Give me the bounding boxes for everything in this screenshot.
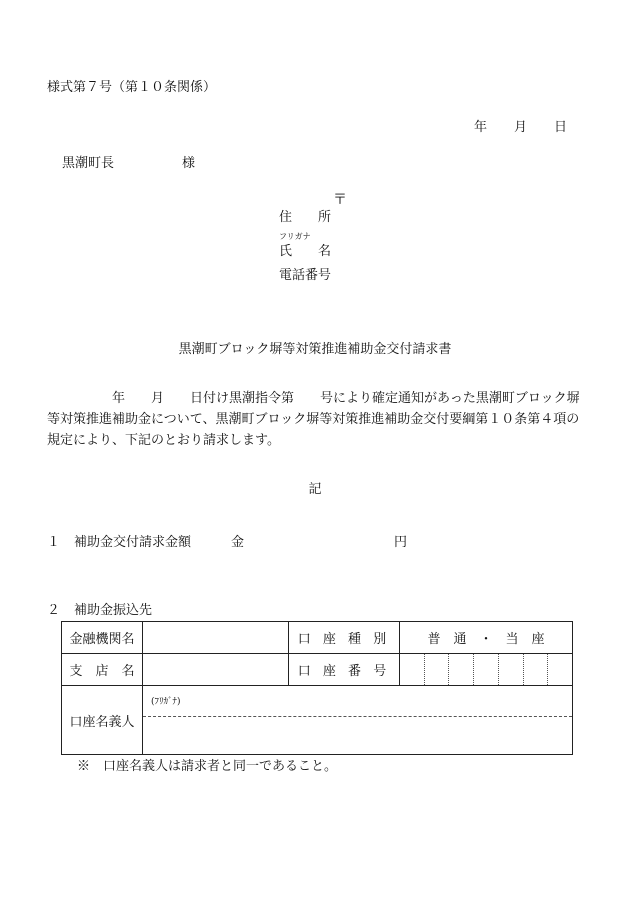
item1-prefix: 金 <box>231 535 245 550</box>
account-holder-field[interactable] <box>143 686 573 755</box>
holder-divider <box>143 716 572 717</box>
bank-account-table <box>61 621 573 755</box>
body-text: 年 月 日付け黒潮指令第 号により確定通知があった黒潮町ブロック塀等対策推進補助金について、黒潮町ブロック塀等対策推進補助金交付要綱第１０条第４項の規定により、下記のとおり請求します。 <box>47 391 580 448</box>
digit-box <box>448 654 473 685</box>
account-number-label: 口 座 番 号 <box>289 654 400 686</box>
address-label: 住 所 <box>279 210 332 225</box>
addressee <box>62 157 195 170</box>
note-text: ※ 口座名義人は請求者と同一であること。 <box>77 759 338 774</box>
addressee-honorific: 様 <box>182 156 196 171</box>
item2-number: ２ <box>47 603 61 618</box>
digit-box <box>424 654 449 685</box>
ki-heading: 記 <box>308 482 322 497</box>
item-request-amount <box>47 536 407 549</box>
page-title: 黒潮町ブロック塀等対策推進補助金交付請求書 <box>178 342 452 357</box>
date-year: 年 <box>474 120 488 135</box>
postal-mark: 〒 <box>333 192 347 208</box>
item1-suffix: 円 <box>394 535 408 550</box>
furigana-label: フリガナ <box>279 232 311 241</box>
table-row <box>62 686 573 755</box>
account-type-label: 口 座 種 別 <box>289 622 400 654</box>
item1-label: 補助金交付請求金額 <box>74 535 192 550</box>
date-line <box>474 121 567 134</box>
account-holder-label: 口座名義人 <box>62 686 143 755</box>
branch-name-label: 支 店 名 <box>62 654 143 686</box>
holder-furigana-label: (ﾌﾘｶﾞﾅ) <box>151 697 181 707</box>
phone-label: 電話番号 <box>279 268 332 283</box>
account-number-digit-boxes <box>400 654 572 685</box>
digit-box <box>473 654 498 685</box>
branch-name-field[interactable] <box>143 654 289 686</box>
form-number: 様式第７号（第１０条関係） <box>47 80 217 95</box>
account-type-field[interactable]: 普 通 ・ 当 座 <box>400 622 573 654</box>
item2-label: 補助金振込先 <box>74 603 153 618</box>
date-month: 月 <box>514 120 528 135</box>
digit-box <box>547 654 572 685</box>
digit-box <box>498 654 523 685</box>
table-row <box>62 622 573 654</box>
table-row <box>62 654 573 686</box>
digit-box <box>400 654 424 685</box>
bank-name-label: 金融機関名 <box>62 622 143 654</box>
item1-number: １ <box>47 535 61 550</box>
item-transfer-destination <box>47 604 152 617</box>
name-label: 氏 名 <box>279 244 332 259</box>
addressee-name: 黒潮町長 <box>62 156 115 171</box>
digit-box <box>523 654 548 685</box>
account-number-field[interactable] <box>400 654 573 686</box>
date-day: 日 <box>554 120 568 135</box>
bank-name-field[interactable] <box>143 622 289 654</box>
